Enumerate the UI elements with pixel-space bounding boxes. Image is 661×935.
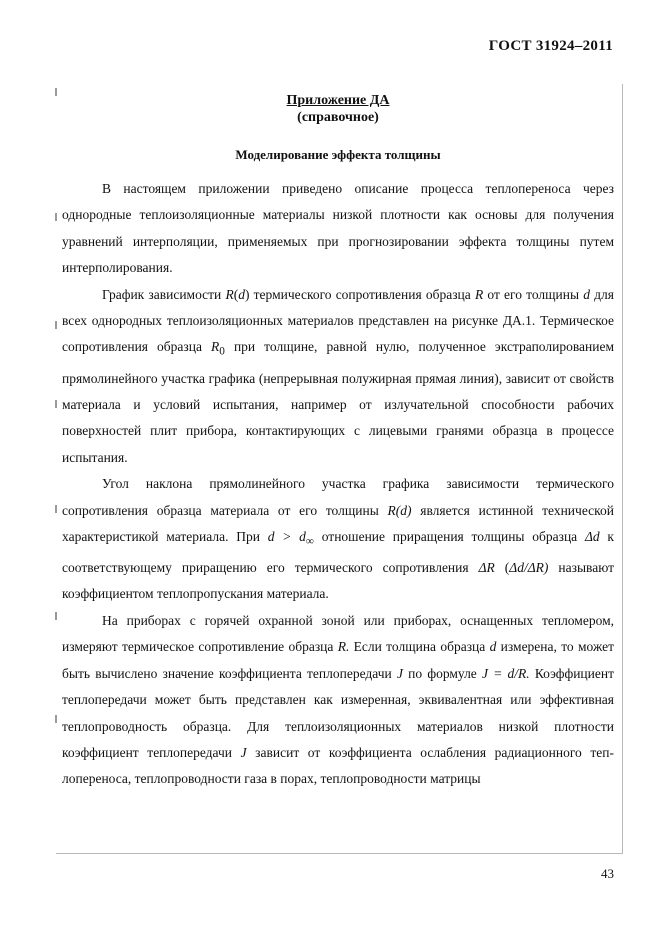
frame-margin-mark xyxy=(55,400,57,408)
frame-margin-mark xyxy=(55,321,57,329)
paragraph: В настоящем приложении приведено описание процесса теплопереноса через однородные теплоизоляционные материалы низкой плотности как основы для получения уравнений интерполяции, применяемых при прогнозировании эффекта толщины путем интерполирования. xyxy=(62,181,614,276)
page-number: 43 xyxy=(601,866,614,881)
frame-margin-mark xyxy=(55,88,57,96)
frame-margin-mark xyxy=(55,612,57,620)
paragraph: На приборах с горячей охранной зоной или приборах, оснащенных тепломером, измеряют термическое сопротивление образца R. Если толщина образца d измерена, то может быть вычислено значение коэффициента теплопередачи J по формуле J = d/R. Коэффициент теплопередачи может быть представлен как измеренная, эквивалентная или эффективная теплопроводность образца. Для теплоизоляционных материалов низкой плотности коэффициент теплопередачи J зависит от коэффициента ослабления радиационного теп-лопереноса, теплопроводности газа в порах, теплопроводности матрицы xyxy=(62,612,614,787)
page-frame-bottom-border xyxy=(56,853,623,854)
frame-margin-mark xyxy=(55,715,57,723)
frame-margin-mark xyxy=(55,213,57,221)
paragraph: Угол наклона прямолинейного участка графика зависимости термического сопротивления образца материала от его толщины R(d) является истинной технической характеристикой материала. При $d > d_\infty$ отношение приращения толщины образца Δd к соответствующему приращению его термического сопротивления ΔR (Δd/ΔR) называют коэффициентом теплопропускания материала. xyxy=(62,476,615,602)
annex-title-block xyxy=(62,92,614,126)
frame-margin-mark xyxy=(55,505,57,513)
body-text xyxy=(62,176,614,793)
annex-title: Приложение ДА xyxy=(286,93,390,108)
section-title: Моделирование эффекта толщины xyxy=(235,147,441,162)
annex-type: (справочное) xyxy=(297,110,379,125)
page-frame-right-border xyxy=(622,84,623,854)
standard-designation: ГОСТ 31924–2011 xyxy=(488,38,613,54)
paragraph: График зависимости R(d) термического сопротивления образца R от его толщины d для всех однородных теплоизоляционных материалов представлен на рисунке ДА.1. Термическое сопротивления образца $R_0$ при толщине, равной нулю, полученное экстраполированием прямолинейного участка графика (непрерывная полужирная прямая линия), зависит от свойств материала и условий испытания, например от излучательной способности рабочих поверхностей плит прибора, контактирующих с лицевыми гранями образца в процессе испытания. xyxy=(62,286,614,465)
